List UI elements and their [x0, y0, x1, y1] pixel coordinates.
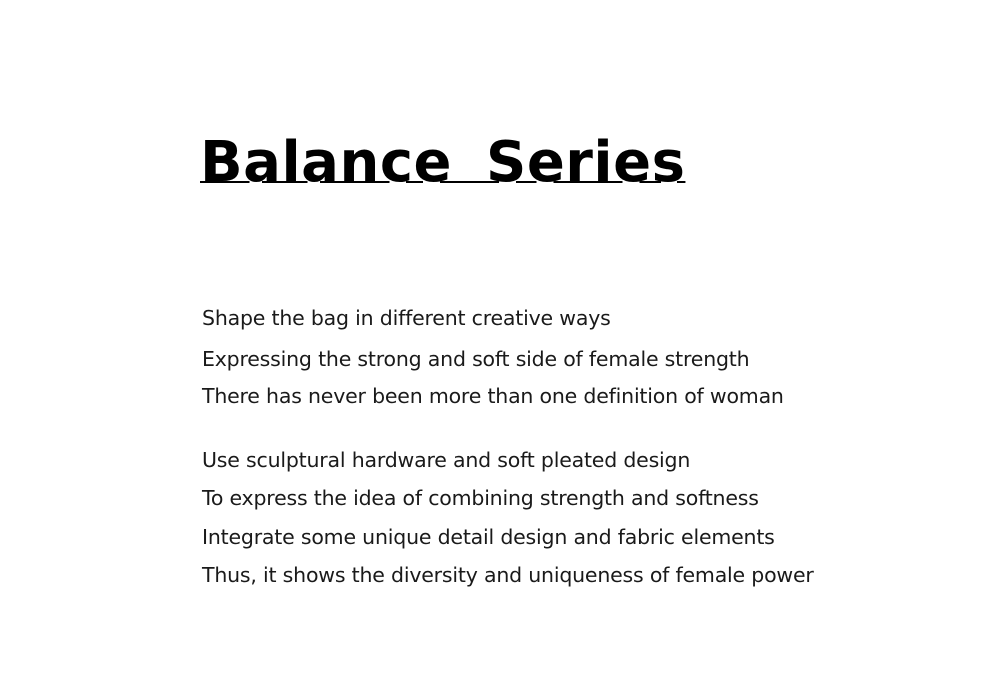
description-line: There has never been more than one definition of woman [202, 384, 784, 408]
description-line: Shape the bag in different creative ways [202, 306, 611, 330]
description-line: Use sculptural hardware and soft pleated design [202, 448, 691, 472]
description-line: Thus, it shows the diversity and uniqueness of female power [202, 563, 814, 587]
description-line: To express the idea of combining strength and softness [202, 486, 759, 510]
page-title: Balance Series [200, 130, 686, 195]
description-line: Expressing the strong and soft side of female strength [202, 347, 750, 371]
description-line: Integrate some unique detail design and fabric elements [202, 525, 775, 549]
